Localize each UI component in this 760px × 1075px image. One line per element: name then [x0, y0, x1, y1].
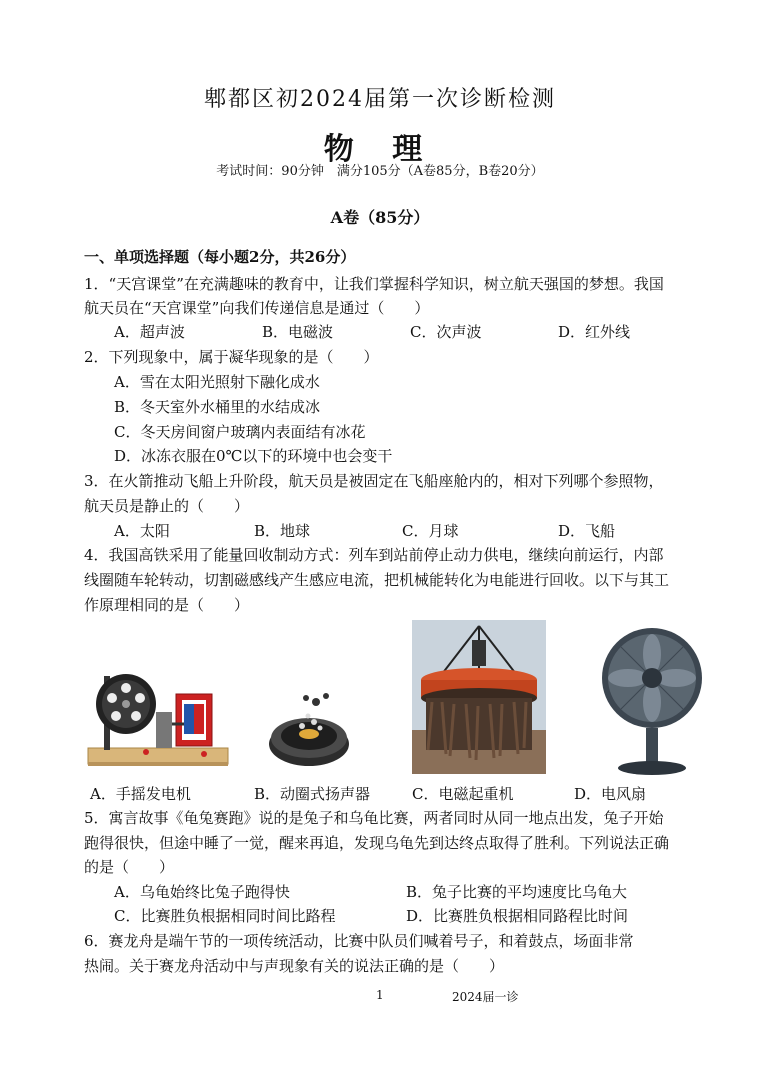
q3-option-d: D．飞船: [558, 522, 616, 540]
page-number: 1: [376, 988, 384, 1002]
q5-stem-line1: 5．寓言故事《龟兔赛跑》说的是兔子和乌龟比赛，两者同时从同一地点出发，兔子开始: [84, 809, 664, 827]
q4-stem-line2: 线圈随车轮转动，切割磁感线产生感应电流，把机械能转化为电能进行回收。以下与其工: [84, 571, 670, 589]
q3-option-a: A．太阳: [114, 522, 170, 540]
q1-stem-line2: 航天员在“天宫课堂”向我们传递信息是通过（ ）: [84, 299, 430, 317]
section-a-heading: A卷（85分）: [330, 208, 430, 227]
q4-stem-line3: 作原理相同的是（ ）: [84, 596, 250, 614]
electric-fan-image: [596, 624, 708, 776]
q4-stem-line1: 4．我国高铁采用了能量回收制动方式：列车到站前停止动力供电，继续向前运行，内部: [84, 546, 664, 564]
q2-option-d: D．冰冻衣服在0℃以下的环境中也会变干: [114, 447, 393, 465]
q2-option-a: A．雪在太阳光照射下融化成水: [114, 373, 320, 391]
q1-stem-line1: 1．“天宫课堂”在充满趣味的教育中，让我们掌握科学知识，树立航天强国的梦想。我国: [84, 275, 664, 293]
q4-caption-c: C．电磁起重机: [412, 785, 514, 803]
q1-option-b: B．电磁波: [262, 323, 334, 341]
q4-caption-d: D．电风扇: [574, 785, 647, 803]
q1-option-d: D．红外线: [558, 323, 631, 341]
q5-option-c: C．比赛胜负根据相同时间比路程: [114, 907, 336, 925]
footer-label: 2024届一诊: [452, 990, 519, 1004]
q2-option-b: B．冬天室外水桶里的水结成冰: [114, 398, 321, 416]
q5-stem-line2: 跑得很快，但途中睡了一觉，醒来再追，发现乌龟先到达终点取得了胜利。下列说法正确: [84, 834, 670, 852]
q5-option-a: A．乌龟始终比兔子跑得快: [114, 883, 290, 901]
q2-stem-line1: 2．下列现象中，属于凝华现象的是（ ）: [84, 348, 379, 366]
q3-option-b: B．地球: [254, 522, 311, 540]
moving-coil-speaker-image: [266, 688, 352, 770]
q3-stem-line1: 3．在火箭推动飞船上升阶段，航天员是被固定在飞船座舱内的，相对下列哪个参照物，: [84, 472, 664, 490]
subject-title: 物 理: [323, 132, 437, 167]
q4-caption-a: A．手摇发电机: [90, 785, 191, 803]
exam-time-info: 考试时间：90分钟 满分105分（A卷85分，B卷20分）: [216, 164, 544, 179]
q1-option-c: C．次声波: [410, 323, 482, 341]
q4-caption-b: B．动圈式扬声器: [254, 785, 371, 803]
electromagnetic-crane-image: [412, 620, 546, 774]
exam-title: 郫都区初2024届第一次诊断检测: [204, 87, 556, 112]
q6-stem-line1: 6．赛龙舟是端午节的一项传统活动，比赛中队员们喊着号子，和着鼓点，场面非常: [84, 932, 634, 950]
q2-option-c: C．冬天房间窗户玻璃内表面结有冰花: [114, 423, 366, 441]
q5-option-d: D．比赛胜负根据相同路程比时间: [406, 907, 629, 925]
q5-stem-line3: 的是（ ）: [84, 858, 175, 876]
q5-option-b: B．兔子比赛的平均速度比乌龟大: [406, 883, 628, 901]
q3-stem-line2: 航天员是静止的（ ）: [84, 497, 250, 515]
q1-option-a: A．超声波: [114, 323, 185, 341]
hand-crank-generator-image: [86, 664, 230, 772]
q3-option-c: C．月球: [402, 522, 459, 540]
q6-stem-line2: 热闹。关于赛龙舟活动中与声现象有关的说法正确的是（ ）: [84, 957, 505, 975]
part1-heading: 一、单项选择题（每小题2分，共26分）: [84, 248, 356, 266]
